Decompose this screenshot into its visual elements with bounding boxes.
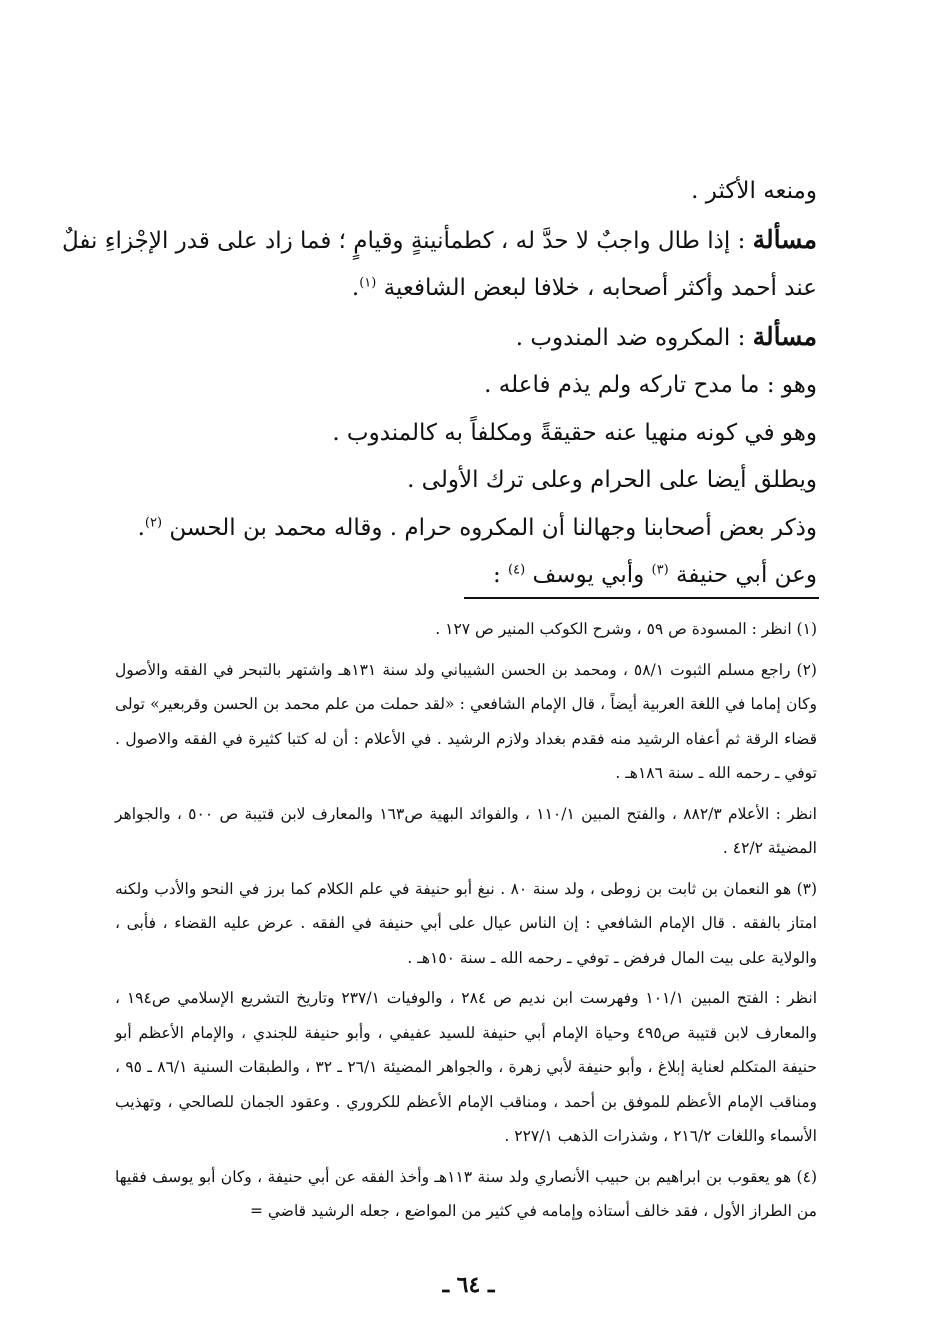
line-text: وأبي يوسف [532,562,645,588]
footnote: (٢) راجع مسلم الثبوت ٥٨/١ ، ومحمد بن الحسن الشيباني ولد سنة ١٣١هـ واشتهر بالتبحر في الفقه والأصول وكان إماما في اللغة العربية أيضاً ، قال الإمام الشافعي : «لقد حملت من علم محمد بن الحسن وقربعير» تولى قضاء الرقة ثم أعفاه الرشيد منه فقدم بغداد ولازم الرشيد . في الأعلام : أن له كتبا كثيرة في الفقه والاصول . توفي ـ رحمه الله ـ سنة ١٨٦هـ . [115,660,818,782]
line-text: : إذا طال واجبٌ لا حدَّ له ، كطمأنينةٍ وقيامٍ ؛ فما زاد على قدر الإجْزاءِ نفلٌ [61,227,746,254]
text-line [150,362,817,410]
text-line [150,457,817,505]
footnote-separator [464,597,819,599]
footnote-sources: انظر : الفتح المبين ١٠١/١ وفهرست ابن نديم ص ٢٨٤ ، والوفيات ٢٣٧/١ وتاريخ التشريع الإسلامي ص١٩٤ ، والمعارف لابن قتيبة ص٤٩٥ وحياة الإمام أبي حنيفة للسيد عفيفي ، وأبو حنيفة للجندي ، والإمام الأعظم أبو حنيفة المتكلم لعناية إبلاغ ، وأبو حنيفة لأبي زهرة ، والجواهر المضيئة ٢٦/١ ـ ٣٢ ، والطبقات السنية ٨٦/١ ـ ٩٥ ، ومناقب الإمام الأعظم للموفق بن أحمد ، ومناقب الإمام الأعظم للكروري . وعقود الجمان للصالحي ، وتهذيب الأسماء واللغات ٢١٦/٢ ، وشذرات الذهب ٢٢٧/١ . [115,989,818,1145]
text-line [61,216,817,266]
footnote: (٣) هو النعمان بن ثابت بن زوطى ، ولد سنة ٨٠ . نبغ أبو حنيفة في علم الكلام كما برز في النحو والأدب ولكنه امتاز بالفقه . قال الإمام الشافعي : إن الناس عيال على أبي حنيفة في الفقه . عرض عليه القضاء ، فأبى ، والولاية على بيت المال فرفض ـ توفي ـ رحمه الله ـ سنة ١٥٠هـ . [115,879,818,967]
footnote: (١) انظر : المسودة ص ٥٩ ، وشرح الكوكب المنير ص ١٢٧ . [435,620,817,638]
footnotes [115,612,817,1235]
line-end: . [351,275,360,301]
issue-heading: مسألة [752,224,817,254]
footnote-sources: انظر : الأعلام ٨٨٢/٣ ، والفتح المبين ١١٠/١ ، والفوائد البهية ص١٦٣ والمعارف لابن قتيبة ص ٥٠٠ ، والجواهر المضيئة ٤٢/٢ . [115,804,817,857]
footnote-marker: (١) [359,275,377,291]
page-number: ـ ٦٤ ـ [442,1272,495,1298]
text-line [137,505,817,553]
line-text: ومنعه الأكثر . [691,178,817,204]
text-line [150,552,817,600]
text-line [150,265,817,313]
line-end: : [492,562,501,588]
main-text [61,168,817,600]
footnote-marker: (٣) [651,562,669,578]
issue-heading: مسألة [752,321,817,351]
footnote-marker: (٤) [508,562,526,578]
line-text: عند أحمد وأكثر أصحابه ، خلافا لبعض الشافعية [383,275,817,301]
text-line [150,168,817,216]
text-line [150,313,817,363]
footnote-marker: (٢) [144,514,163,530]
line-end: . [137,514,145,541]
text-line [150,410,817,458]
line-text: : المكروه ضد المندوب . [515,324,746,351]
line-text: وعن أبي حنيفة [676,562,817,588]
line-text: وهو في كونه منهيا عنه حقيقةً ومكلفاً به كالمندوب . [332,419,817,446]
line-text: ويطلق أيضا على الحرام وعلى ترك الأولى . [407,467,817,493]
line-text: وذكر بعض أصحابنا وجهالنا أن المكروه حرام . وقاله محمد بن الحسن [169,514,817,541]
line-text: وهو : ما مدح تاركه ولم يذم فاعله . [484,372,817,398]
footnote: (٤) هو يعقوب بن ابراهيم بن حبيب الأنصاري ولد سنة ١١٣هـ وأخذ الفقه عن أبي حنيفة ، وكان أبو يوسف فقيها من الطراز الأول ، فقد خالف أستاذه وإمامه في كثير من المواضع ، جعله الرشيد قاضي = [115,1167,817,1220]
